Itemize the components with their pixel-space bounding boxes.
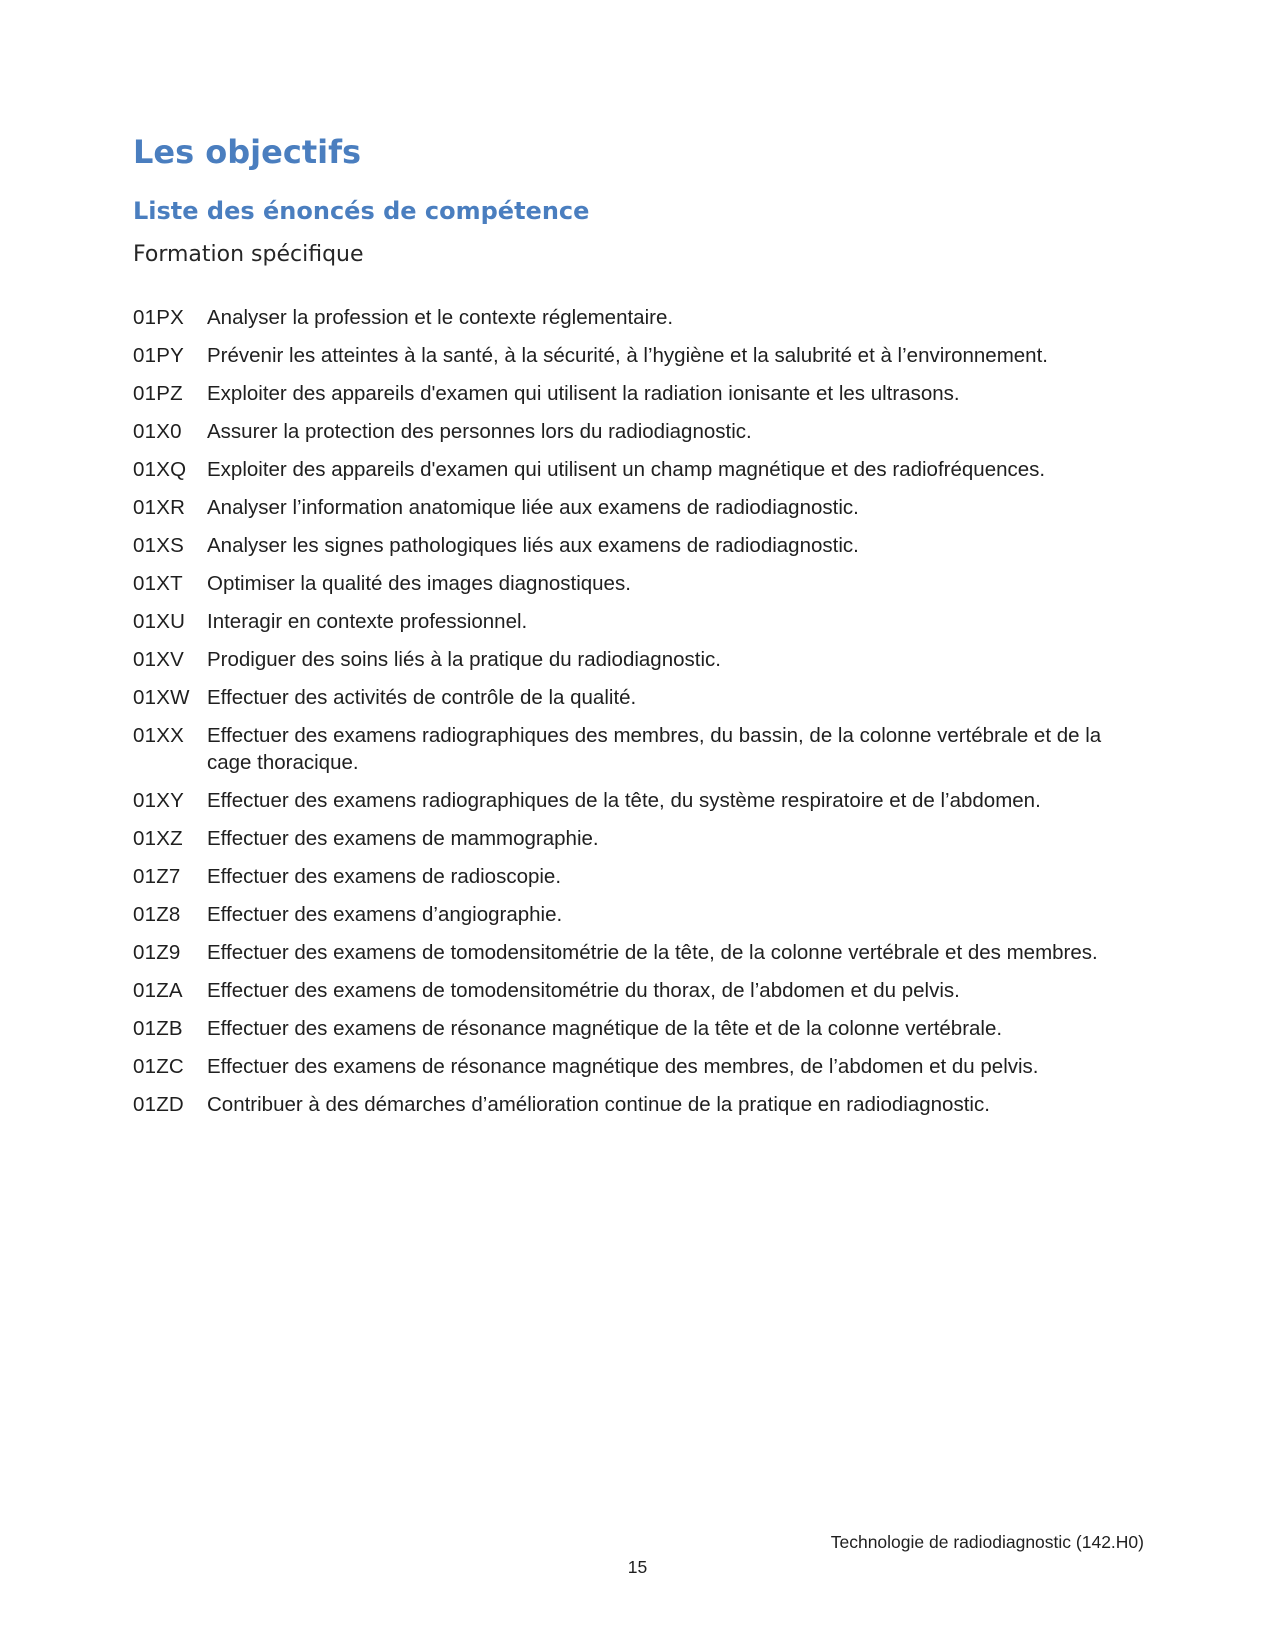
competency-text: Effectuer des activités de contrôle de la qualité. xyxy=(207,686,637,709)
competency-code: 01Z8 xyxy=(133,902,181,926)
competency-item xyxy=(133,609,1143,636)
competency-item xyxy=(133,978,1143,1005)
competency-code: 01XU xyxy=(133,610,186,633)
competency-text: Assurer la protection des personnes lors du radiodiagnostic. xyxy=(207,420,752,443)
footer-program-title: Technologie de radiodiagnostic (142.H0) xyxy=(830,1532,1144,1552)
competency-item xyxy=(133,788,1143,815)
competency-text: Optimiser la qualité des images diagnostiques. xyxy=(207,572,631,595)
competency-item xyxy=(133,864,1143,891)
competency-list xyxy=(133,305,1143,1130)
competency-text: Effectuer des examens de résonance magnétique des membres, de l’abdomen et du pelvis. xyxy=(207,1054,1039,1078)
competency-code: 01XR xyxy=(133,496,186,519)
competency-text: Effectuer des examens de résonance magnétique de la tête et de la colonne vertébrale. xyxy=(207,1016,1003,1040)
competency-text: Prodiguer des soins liés à la pratique du radiodiagnostic. xyxy=(207,648,721,671)
competency-code: 01XZ xyxy=(133,826,183,850)
competency-code: 01ZD xyxy=(133,1092,184,1116)
competency-text: Effectuer des examens radiographiques de la tête, du système respiratoire et de l’abdomen. xyxy=(207,788,1041,812)
competency-code: 01XT xyxy=(133,572,183,595)
competency-item xyxy=(133,305,1143,332)
competency-code: 01XY xyxy=(133,788,184,812)
competency-item xyxy=(133,343,1143,370)
competency-item xyxy=(133,457,1143,484)
competency-code: 01ZB xyxy=(133,1016,183,1040)
competency-text: Effectuer des examens de radioscopie. xyxy=(207,864,562,888)
competency-text: Analyser les signes pathologiques liés aux examens de radiodiagnostic. xyxy=(207,534,859,557)
competency-item xyxy=(133,571,1143,598)
competency-item xyxy=(133,533,1143,560)
competency-code: 01XS xyxy=(133,534,184,557)
competency-text: Analyser l’information anatomique liée aux examens de radiodiagnostic. xyxy=(207,496,859,519)
competency-code: 01ZA xyxy=(133,978,183,1002)
section-subtitle: Liste des énoncés de compétence xyxy=(133,197,590,225)
competency-text: Effectuer des examens de mammographie. xyxy=(207,826,599,850)
competency-code: 01ZC xyxy=(133,1054,184,1078)
competency-item xyxy=(133,685,1143,712)
competency-item xyxy=(133,495,1143,522)
competency-text: Effectuer des examens radiographiques des membres, du bassin, de la colonne vertébrale et de la cage thoracique. xyxy=(207,724,1102,774)
competency-text: Prévenir les atteintes à la santé, à la sécurité, à l’hygiène et la salubrité et à l’environnement. xyxy=(207,344,1048,367)
competency-item xyxy=(133,381,1143,408)
page-number: 15 xyxy=(627,1557,648,1577)
competency-text: Effectuer des examens d’angiographie. xyxy=(207,902,563,926)
competency-item xyxy=(133,723,1143,776)
competency-item xyxy=(133,940,1143,967)
competency-code: 01PX xyxy=(133,306,184,329)
competency-item xyxy=(133,902,1143,929)
competency-item xyxy=(133,826,1143,853)
competency-code: 01PZ xyxy=(133,382,183,405)
competency-text: Analyser la profession et le contexte réglementaire. xyxy=(207,306,674,329)
competency-text: Exploiter des appareils d'examen qui utilisent la radiation ionisante et les ultrasons. xyxy=(207,382,960,405)
competency-code: 01Z7 xyxy=(133,864,181,888)
page-title: Les objectifs xyxy=(133,133,362,171)
competency-code: 01XQ xyxy=(133,458,187,481)
competency-code: 01Z9 xyxy=(133,940,181,964)
competency-code: 01XW xyxy=(133,686,190,709)
competency-text: Contribuer à des démarches d’amélioration continue de la pratique en radiodiagnostic. xyxy=(207,1092,990,1116)
competency-code: 01XX xyxy=(133,724,184,747)
competency-text: Exploiter des appareils d'examen qui utilisent un champ magnétique et des radiofréquences. xyxy=(207,458,1046,481)
competency-item xyxy=(133,419,1143,446)
competency-code: 01PY xyxy=(133,344,184,367)
competency-text: Effectuer des examens de tomodensitométrie de la tête, de la colonne vertébrale et des membres. xyxy=(207,940,1098,964)
competency-text: Interagir en contexte professionnel. xyxy=(207,610,528,633)
competency-code: 01XV xyxy=(133,648,184,671)
competency-item xyxy=(133,647,1143,674)
competency-item xyxy=(133,1054,1143,1081)
competency-code: 01X0 xyxy=(133,420,182,443)
competency-item xyxy=(133,1016,1143,1043)
competency-item xyxy=(133,1092,1143,1119)
section-label: Formation spécifique xyxy=(133,242,364,267)
competency-text: Effectuer des examens de tomodensitométrie du thorax, de l’abdomen et du pelvis. xyxy=(207,978,960,1002)
